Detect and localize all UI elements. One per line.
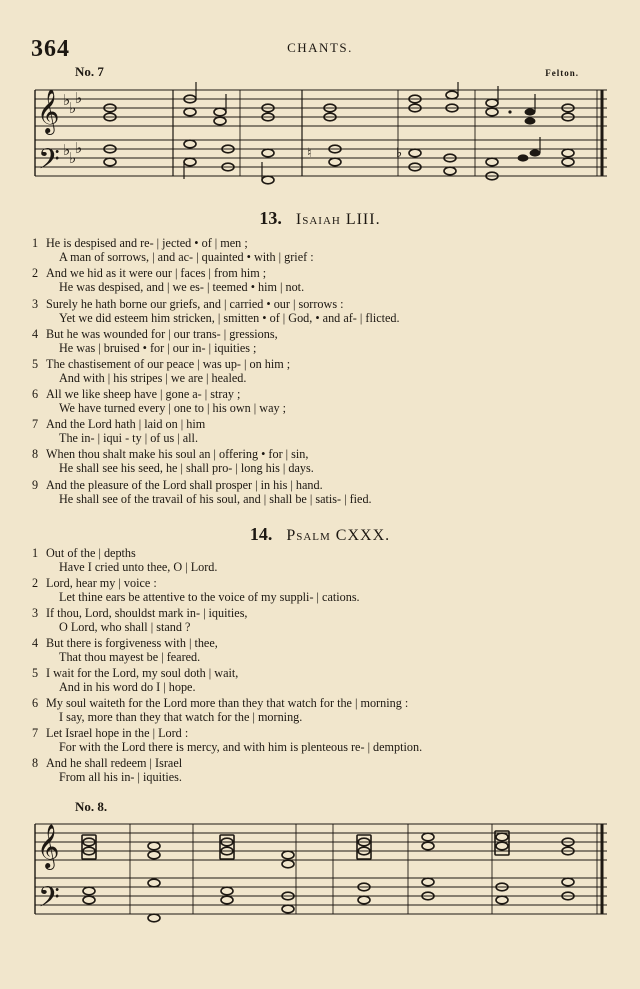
verse-text: Let Israel hope in the | Lord : [46,726,189,740]
verse-line [32,756,182,770]
verse-text: We have turned every | one to | his own | way ; [59,401,287,415]
svg-text:♮: ♮ [307,145,312,160]
section-title: Psalm CXXX. [286,527,391,544]
verse-number: 6 [32,696,39,710]
chant-8-score [30,814,612,926]
verse-text: All we like sheep have | gone a- | stray ; [46,387,241,401]
verse-text: Surely he hath borne our griefs, and | carried • our | sorrows : [46,297,344,311]
verse-line [59,560,217,574]
verse-number: 8 [32,447,39,461]
verse-text: Have I cried unto thee, O | Lord. [59,560,218,574]
verse-line [59,311,400,325]
verse-number: 2 [32,266,39,280]
svg-text:♭: ♭ [63,141,71,159]
chant-7-composer: Felton. [545,68,579,78]
verse-line [32,726,188,740]
verse-text: The in- | iqui - ty | of us | all. [59,431,198,445]
verse-line [32,696,408,710]
verse-text: He is despised and re- | jected • of | men ; [46,236,248,250]
chant-7-score [30,82,612,192]
verse-line [32,666,238,680]
verse-line [59,492,372,506]
verse-number: 7 [32,417,39,431]
verse-text: Let thine ears be attentive to the voice of my suppli- | cations. [59,590,360,604]
verse-line [59,250,314,264]
verse-text: Out of the | depths [46,546,136,560]
verse-line [59,680,196,694]
verse-text: I wait for the Lord, my soul doth | wait, [46,666,239,680]
verse-number: 2 [32,576,39,590]
verse-number: 3 [32,297,39,311]
verse-line [59,461,314,475]
verse-line [59,341,256,355]
svg-text:𝄞: 𝄞 [37,824,60,868]
verse-text: But there is forgiveness with | thee, [46,636,218,650]
verse-text: Yet we did esteem him stricken, | smitten • of | God, • and af- | flicted. [59,311,400,325]
verse-line [59,590,360,604]
svg-text:♭: ♭ [75,89,83,107]
verse-text: When thou shalt make his soul an | offering • for | sin, [46,447,309,461]
verse-line [32,478,323,492]
svg-text:♭: ♭ [69,149,77,167]
verse-line [59,280,304,294]
running-head: CHANTS. [287,40,353,55]
verse-text: That thou mayest be | feared. [59,650,201,664]
verse-text: He shall see his seed, he | shall pro- | long his | days. [59,461,314,475]
verse-text: A man of sorrows, | and ac- | quainted • with | grief : [59,250,314,264]
verse-text: But he was wounded for | our trans- | gressions, [46,327,278,341]
section-number: 14. [249,524,273,544]
chant-8-label: No. 8. [75,799,108,814]
verse-number: 8 [32,756,39,770]
verse-number: 5 [32,666,39,680]
verse-line [59,620,190,634]
verse-text: If thou, Lord, shouldst mark in- | iquities, [46,606,248,620]
verse-line [32,447,308,461]
verse-text: From all his in- | iquities. [59,770,182,784]
verse-line [59,431,198,445]
verse-line [32,417,205,431]
verse-text: Lord, hear my | voice : [46,576,157,590]
verse-text: And in his word do I | hope. [59,680,196,694]
verse-number: 1 [32,546,39,560]
section-heading-13 [0,208,640,229]
svg-text:♭: ♭ [75,139,83,157]
section-number: 13. [259,208,282,228]
svg-text:𝄢: 𝄢 [38,143,60,183]
verse-line [32,327,278,341]
verse-line [32,387,240,401]
verse-text: O Lord, who shall | stand ? [59,620,191,634]
svg-text:𝄢: 𝄢 [38,881,60,921]
verse-number: 4 [32,636,39,650]
verse-line [32,546,136,560]
verse-line [59,401,286,415]
verse-number: 5 [32,357,39,371]
verse-line [32,236,248,250]
verse-line [59,371,246,385]
chant-7-label: No. 7 [75,64,104,79]
verse-line [32,606,247,620]
verse-text: The chastisement of our peace | was up- | on him ; [46,357,291,371]
verse-text: My soul waiteth for the Lord more than they that watch for the | morning : [46,696,409,710]
verse-text: And the pleasure of the Lord shall prosper | in his | hand. [46,478,323,492]
verse-line [32,357,290,371]
verse-text: I say, more than they that watch for the | morning. [59,710,303,724]
svg-text:♭: ♭ [69,99,77,117]
section-heading-14 [0,524,640,545]
svg-text:♭: ♭ [396,145,403,160]
verse-line [59,740,422,754]
verse-number: 9 [32,478,39,492]
section-title: Isaiah LIII. [295,211,381,228]
verse-number: 6 [32,387,39,401]
verse-line [32,297,344,311]
verse-number: 1 [32,236,39,250]
verse-number: 3 [32,606,39,620]
page-number: 364 [31,36,70,62]
verse-text: He was despised, and | we es- | teemed • him | not. [59,280,305,294]
verse-text: For with the Lord there is mercy, and with him is plenteous re- | demption. [59,740,423,754]
verse-line [59,710,302,724]
verse-text: He shall see of the travail of his soul, and | shall be | satis- | fied. [59,492,372,506]
verse-number: 4 [32,327,39,341]
verse-line [59,650,200,664]
verse-number: 7 [32,726,39,740]
svg-text:♭: ♭ [63,91,71,109]
verse-text: And he shall redeem | Israel [46,756,183,770]
verse-line [32,636,218,650]
verse-text: He was | bruised • for | our in- | iquities ; [59,341,257,355]
verse-text: And we hid as it were our | faces | from him ; [46,266,267,280]
verse-text: And the Lord hath | laid on | him [46,417,206,431]
verse-line [32,266,266,280]
svg-text:𝄞: 𝄞 [37,89,60,133]
verse-line [32,576,157,590]
verse-text: And with | his stripes | we are | healed. [59,371,247,385]
verse-line [59,770,182,784]
